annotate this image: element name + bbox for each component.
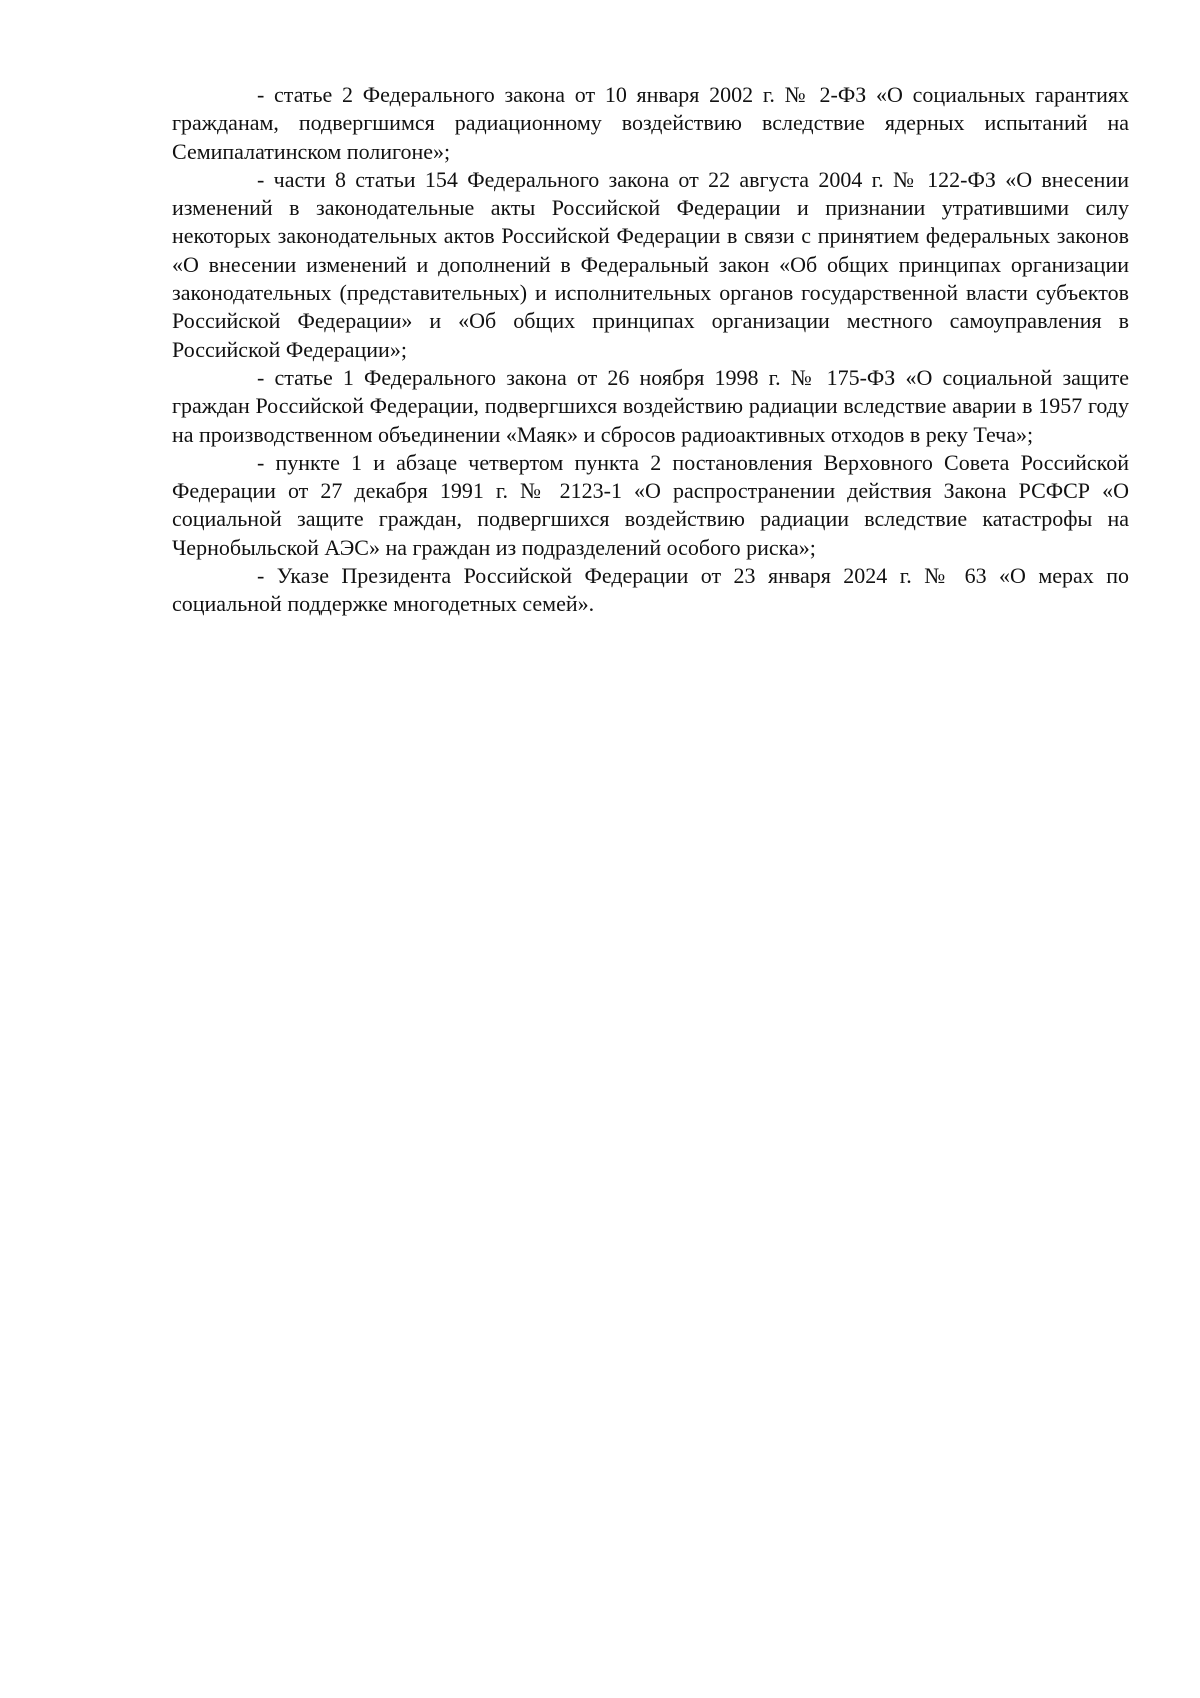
document-body (172, 81, 1129, 619)
paragraph-law-175-fz: - статье 1 Федерального закона от 26 ноября 1998 г. № 175-ФЗ «О социальной защите граждан Российской Федерации, подвергшихся воздействию радиации вследствие аварии в 1957 году на производственном объединении «Маяк» и сбросов радиоактивных отходов в реку Теча»; (172, 364, 1129, 447)
paragraph-semipalatinsk-law: - статье 2 Федерального закона от 10 января 2002 г. № 2-ФЗ «О социальных гарантиях гражданам, подвергшимся радиационному воздействию вследствие ядерных испытаний на Семипалатинском полигоне»; (172, 82, 1129, 164)
paragraph-law-122-fz: - части 8 статьи 154 Федерального закона от 22 августа 2004 г. № 122-ФЗ «О внесении изменений в законодательные акты Российской Федерации и признании утратившими силу некоторых законодательных актов Российской Федерации в связи с принятием федеральных законов «О внесении изменений и дополнений в Федеральный закон «Об общих принципах организации законодательных (представительных) и исполнительных органов государственной власти субъектов Российской Федерации» и «Об общих принципах организации местного самоуправления в Российской Федерации»; (172, 166, 1129, 362)
paragraph-presidential-decree: - Указе Президента Российской Федерации от 23 января 2024 г. № 63 «О мерах по социальной поддержке многодетных семей». (172, 563, 1129, 617)
paragraph-supreme-council-resolution: - пункте 1 и абзаце четвертом пункта 2 постановления Верховного Совета Российской Федерации от 27 декабря 1991 г. № 2123-1 «О распространении действия Закона РСФСР «О социальной защите граждан, подвергшихся воздействию радиации вследствие катастрофы на Чернобыльской АЭС» на граждан из подразделений особого риска»; (172, 449, 1129, 560)
